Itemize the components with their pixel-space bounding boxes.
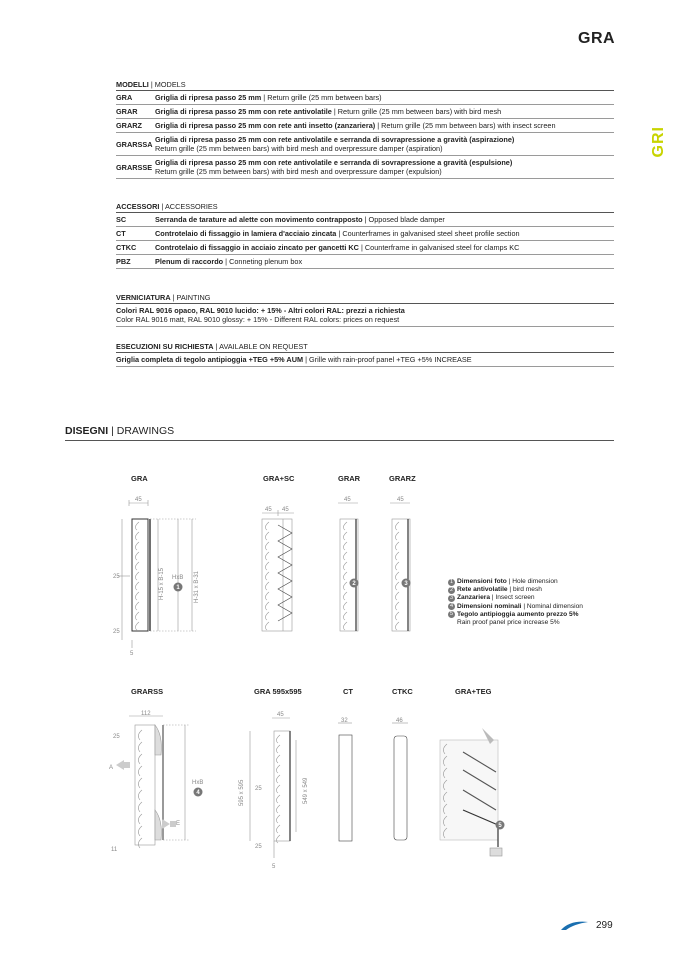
dim-grarz-45: 45 bbox=[397, 497, 404, 503]
request-heading: ESECUZIONI SU RICHIESTA | AVAILABLE ON REQUEST bbox=[116, 342, 614, 353]
legend-item: 2 Rete antivolatile | bird mesh bbox=[449, 586, 542, 594]
drawing-gra-teg bbox=[440, 728, 502, 856]
page-number: 299 bbox=[596, 920, 613, 931]
dim-gra595-45: 45 bbox=[277, 712, 284, 718]
drawing-label-grarz: GRARZ bbox=[389, 474, 416, 483]
dim-grasc-45b: 45 bbox=[282, 507, 289, 513]
drawing-legend bbox=[448, 578, 583, 627]
dim-gra595-25-bottom: 25 bbox=[255, 844, 262, 850]
legend-number: 5 bbox=[449, 611, 454, 618]
dim-gra-h15: H-15 x B-15 bbox=[159, 567, 165, 600]
row-code: CTKC bbox=[116, 243, 137, 252]
request-text: Griglia completa di tegolo antipioggia +TEG +5% AUM | Grille with rain-proof panel +TEG +5% INCREASE bbox=[116, 353, 614, 367]
painting-heading: VERNICIATURA | PAINTING bbox=[116, 293, 614, 304]
dim-grarss-112: 112 bbox=[141, 711, 151, 717]
page-code-title: GRA bbox=[578, 30, 616, 47]
dim-grasc-45a: 45 bbox=[265, 507, 272, 513]
marker-5: 5 bbox=[498, 823, 502, 829]
models-heading: MODELLI | MODELS bbox=[116, 80, 614, 91]
accessories-heading: ACCESSORI | ACCESSORIES bbox=[116, 202, 614, 213]
row-description: Controtelaio di fissaggio in lamiera d'acciaio zincata | Counterframes in galvanised steel sheet profile section bbox=[155, 229, 520, 238]
legend-number: 4 bbox=[449, 603, 454, 610]
drawing-label-ct: CT bbox=[343, 687, 353, 696]
row-description: Plenum di raccordo | Conneting plenum box bbox=[155, 257, 303, 266]
dim-gra595-595: 595 x 595 bbox=[239, 779, 245, 806]
marker-2: 2 bbox=[352, 581, 356, 587]
drawing-grar bbox=[338, 503, 358, 631]
drawings-title: DISEGNI | DRAWINGS bbox=[65, 425, 614, 441]
legend-item: 1 Dimensioni foto | Hole dimension bbox=[449, 578, 558, 585]
row-description: Griglia di ripresa passo 25 mm con rete anti insetto (zanzariera) | Return grille (25 mm between bars) with insect screen bbox=[155, 121, 556, 130]
row-code: GRA bbox=[116, 93, 133, 102]
dim-grarss-e: E bbox=[176, 821, 181, 827]
legend-item: 4 Dimensioni nominali | Nominal dimension bbox=[449, 602, 583, 610]
dim-grarss-11: 11 bbox=[111, 847, 118, 853]
drawing-label-gra595: GRA 595x595 bbox=[254, 687, 302, 696]
drawing-label-gra-teg: GRA+TEG bbox=[455, 687, 492, 696]
drawing-ctkc bbox=[392, 723, 408, 840]
dim-ct-32: 32 bbox=[341, 718, 348, 724]
dim-gra-hxb: HxB bbox=[172, 575, 184, 581]
dim-grar-45: 45 bbox=[344, 497, 351, 503]
dim-gra-h31: H-31 x B-31 bbox=[194, 570, 200, 603]
dim-gra-5: 5 bbox=[130, 651, 134, 657]
row-description: Griglia di ripresa passo 25 mm con rete antivolatile | Return grille (25 mm between bars) with bird mesh bbox=[155, 107, 502, 116]
dim-grarss-hxb: HxB bbox=[192, 780, 204, 786]
marker-1: 1 bbox=[176, 585, 180, 591]
row-description: Serranda de tarature ad alette con movimento contrapposto | Opposed blade damper bbox=[155, 215, 445, 224]
row-code: PBZ bbox=[116, 257, 131, 266]
dim-gra-25-top: 25 bbox=[113, 574, 120, 580]
marker-4: 4 bbox=[196, 790, 200, 796]
row-code: GRARSSE bbox=[116, 162, 153, 172]
legend-number: 1 bbox=[449, 578, 454, 585]
dim-grarss-a: A bbox=[109, 765, 114, 771]
row-description: Griglia di ripresa passo 25 mm con rete antivolatile e serranda di sovrapressione a gravità (espulsione) Return grille (25 mm between bars) with bird mesh and overpressure damper (expulsion) bbox=[155, 158, 513, 176]
drawing-gra bbox=[118, 500, 196, 648]
painting-text: Colori RAL 9016 opaco, RAL 9010 lucido: + 15% - Altri colori RAL: prezzi a richiesta Color RAL 9016 matt, RAL 9010 glossy: + 15% - Different RAL colors: prices on request bbox=[116, 304, 614, 327]
drawing-label-grarss: GRARSS bbox=[131, 687, 164, 696]
dim-gra-25-bottom: 25 bbox=[113, 629, 120, 635]
drawing-label-gra-sc: GRA+SC bbox=[263, 474, 295, 483]
marker-3: 3 bbox=[404, 581, 408, 587]
drawing-label-ctkc: CTKC bbox=[392, 687, 413, 696]
drawing-label-gra: GRA bbox=[131, 474, 148, 483]
row-description: Controtelaio di fissaggio in acciaio zincato per gancetti KC | Counterframe in galvanised steel for clamps KC bbox=[155, 243, 520, 252]
drawing-ct bbox=[338, 723, 352, 841]
drawing-label-grar: GRAR bbox=[338, 474, 361, 483]
legend-number: 2 bbox=[449, 586, 454, 593]
drawing-grarz bbox=[390, 503, 410, 631]
row-code: GRARZ bbox=[116, 121, 142, 130]
legend-item: 3 Zanzariera | Insect screen bbox=[449, 594, 535, 602]
dim-gra595-25-top: 25 bbox=[255, 786, 262, 792]
row-code: SC bbox=[116, 215, 127, 224]
dim-gra595-549: 549 x 549 bbox=[303, 777, 309, 804]
section-side-tab: GRI bbox=[650, 126, 667, 158]
drawing-gra-sc bbox=[262, 510, 294, 631]
dim-ctkc-46: 46 bbox=[396, 718, 403, 724]
row-code: GRAR bbox=[116, 107, 138, 116]
dim-gra595-5: 5 bbox=[272, 864, 276, 870]
legend-number: 3 bbox=[449, 594, 454, 601]
row-code: CT bbox=[116, 229, 126, 238]
row-code: GRARSSA bbox=[116, 139, 153, 149]
row-description: Griglia di ripresa passo 25 mm | Return grille (25 mm between bars) bbox=[155, 93, 382, 102]
legend-item: 5 Tegolo antipioggia aumento prezzo 5% Rain proof panel price increase 5% bbox=[449, 610, 579, 627]
dim-grarss-25: 25 bbox=[113, 734, 120, 740]
row-description: Griglia di ripresa passo 25 mm con rete antivolatile e serranda di sovrapressione a gravità (aspirazione) Return grille (25 mm between bars) with bird mesh and overpressure damper (aspiration) bbox=[155, 135, 515, 153]
dim-gra-45: 45 bbox=[135, 497, 142, 503]
brand-swoosh-icon bbox=[560, 918, 590, 932]
